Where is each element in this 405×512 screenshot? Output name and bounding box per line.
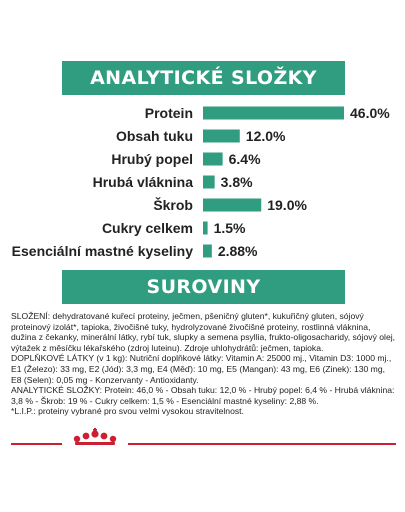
bar [203,222,208,235]
composition-lip-note: *L.I.P.: proteiny vybrané pro svou velmi vysokou stravitelnost. [11,406,244,417]
ingredients-title-banner [62,270,345,304]
category-label: Obsah tuku [115,128,193,144]
category-label: Hrubá vláknina [92,174,193,190]
value-label: 6.4% [228,151,261,167]
value-label: 19.0% [267,197,307,213]
analytics-bar-chart [0,96,405,266]
analytics-title: ANALYTICKÉ SLOŽKY [90,67,317,89]
footer-line-right [128,443,396,445]
composition-analytics: ANALYTICKÉ SLOŽKY: Protein: 46,0 % - Obsah tuku: 12,0 % - Hrubý popel: 6,4 % - Hrubá vláknina: 3,8 % - Škrob: 19 % - Cukry celkem: 1,5 % - Esenciální mastné kyseliny: 2,88 %. [11,385,395,406]
value-label: 2.88% [217,243,258,259]
composition-ingredients: SLOŽENÍ: dehydratované kuřecí proteiny, ječmen, pšeničný gluten*, kukuřičný gluten, sójový proteinový izolát*, tapioka, živočišné tuky, hydrolyzované živočišné proteiny, rostlinná vláknina, dužina z čekanky, minerální látky, rybí tuk, slupky a semena psyllia, frukto-oligosacharidy, sójový olej, výtažek z měsíčku lékařského (zdroj luteinu). Zdroje uhlohydrátů: ječmen, tapioka. [11,311,396,353]
composition-additives: DOPLŇKOVÉ LÁTKY (v 1 kg): Nutriční doplňkové látky: Vitamin A: 25000 mj., Vitamin D3: 1000 mj., E1 (Železo): 33 mg, E2 (Jód): 3,3 mg, E4 (Měď): 10 mg, E5 (Mangan): 43 mg, E6 (Zinek): 130 mg, E8 (Selen): 0,05 mg - Konzervanty - Antioxidanty. [11,353,392,385]
ingredients-title: SUROVINY [146,276,261,298]
value-label: 1.5% [213,220,246,236]
category-label: Cukry celkem [101,220,193,236]
value-label: 3.8% [220,174,253,190]
bar [203,176,215,189]
category-label: Protein [144,105,193,121]
composition-text [11,311,396,417]
footer-line-left [11,443,62,445]
bar [203,107,344,120]
value-label: 12.0% [245,128,286,144]
bar [203,199,261,212]
bar [203,130,240,143]
category-label: Škrob [153,197,193,213]
value-label: 46.0% [350,105,390,121]
category-label: Esenciální mastné kyseliny [11,243,193,259]
bar [203,245,212,258]
category-label: Hrubý popel [111,151,193,167]
bar [203,153,223,166]
analytics-title-banner [62,61,345,95]
crown-icon [65,428,125,448]
